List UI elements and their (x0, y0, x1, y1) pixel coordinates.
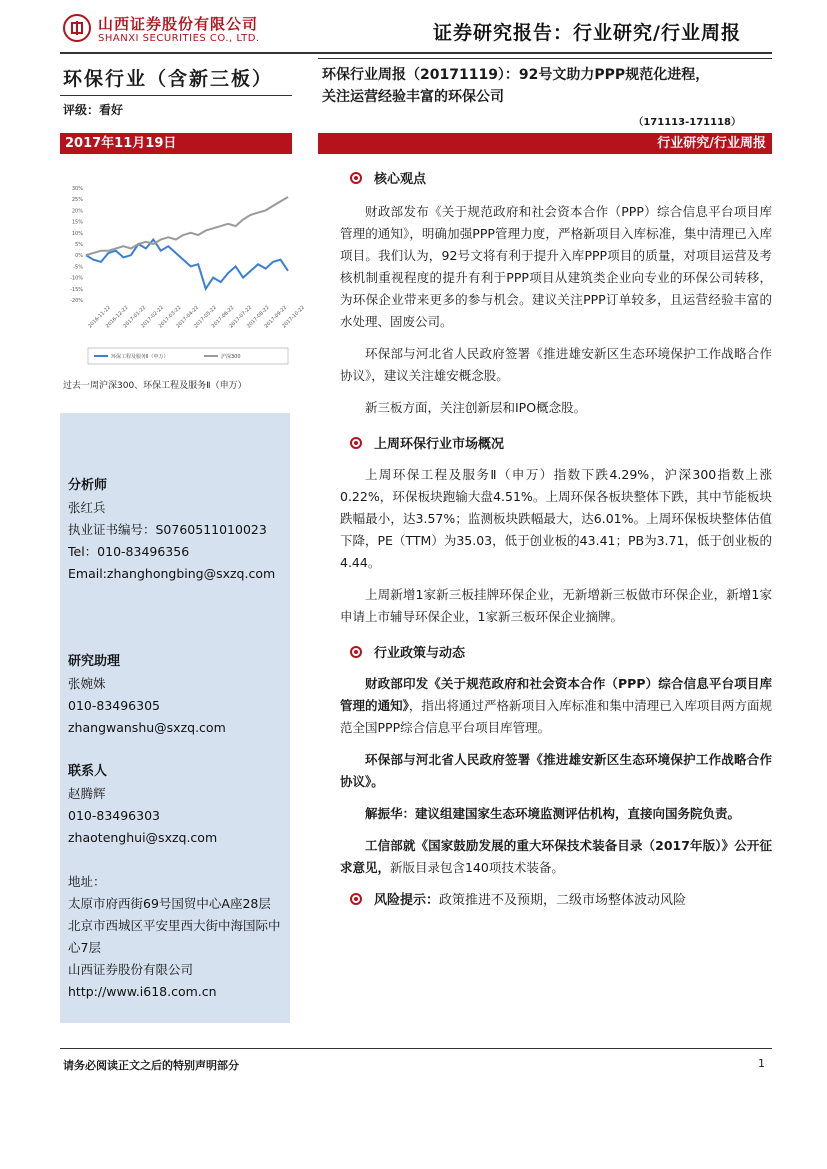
x-tick-label: 2016-12-22 (104, 304, 130, 330)
y-tick-label: 25% (71, 197, 83, 204)
contact-tel: 010-83496303 (68, 808, 160, 823)
page-number: 1 (758, 1057, 765, 1070)
footer-rule (60, 1048, 772, 1049)
y-tick-label: -5% (73, 264, 83, 271)
assistant-tel: 010-83496305 (68, 698, 160, 713)
policy-paragraph-4 (340, 835, 772, 879)
x-tick-label: 2017-02-22 (140, 304, 165, 330)
risk-heading (350, 889, 770, 908)
analyst-cert: 执业证书编号：S0760511010023 (68, 522, 267, 537)
y-tick-label: -10% (70, 275, 83, 282)
x-tick-label: 2017-08-22 (245, 304, 271, 330)
policy-title: 行业政策与动态 (374, 646, 466, 661)
risk-text: 政策推进不及预期，二级市场整体波动风险 (439, 893, 687, 908)
address-taiyuan: 太原市府西街69号国贸中心A座28层 (68, 896, 271, 911)
y-tick-label: 5% (75, 242, 83, 248)
policy-1-rest: ，指出将通过严格新项目入库标准和集中清理已入库项目两方面规范全国PPP综合信息平台项目库管理。 (340, 698, 772, 735)
x-tick-label: 2017-07-22 (228, 304, 254, 330)
y-tick-label: 20% (71, 208, 83, 215)
header-rule (60, 52, 772, 54)
title-rule (318, 58, 772, 59)
address-beijing: 北京市西城区平安里西大街中海国际中心7层 (68, 918, 281, 955)
report-title-line2: 关注运营经验丰富的环保公司 (322, 89, 504, 105)
policy-1-bold: 财政部印发《关于规范政府和社会资本合作（PPP）综合信息平台项目库管理的通知》 (340, 676, 772, 713)
analyst-heading: 分析师 (68, 478, 108, 493)
report-title-line1: 环保行业周报（20171119）：92号文助力PPP规范化进程， (322, 67, 710, 83)
assistant-name: 张婉姝 (68, 676, 106, 691)
contact-email[interactable]: zhaotenghui@sxzq.com (68, 830, 218, 845)
series-line-1 (86, 240, 288, 289)
sector-rule (60, 95, 292, 96)
y-tick-label: -20% (70, 298, 83, 304)
legend-label: 沪深300 (221, 354, 241, 360)
contact-sidebar (60, 413, 290, 1023)
bullet-icon (350, 437, 362, 449)
core-paragraph-1: 财政部发布《关于规范政府和社会资本合作（PPP）综合信息平台项目库管理的通知》，明确加强PPP管理力度，严格新项目入库标准，集中清理已入库项目。我们认为，92号文将有利于提升入库PPP项目的质量，对项目运营及考核机制重视程度的提升有利于PPP项目从建筑类企业向专业的环保公司转移，为环保企业带来更多的参与机会。建议关注PPP订单较多，且运营经验丰富的水处理、固废公司。 (340, 204, 772, 329)
x-tick-label: 2017-10-22 (281, 304, 306, 330)
disclaimer: 请务必阅读正文之后的特别声明部分 (63, 1059, 239, 1072)
y-tick-label: 30% (71, 186, 83, 192)
assistant-email[interactable]: zhangwanshu@sxzq.com (68, 720, 226, 735)
address-label: 地址： (68, 874, 106, 889)
x-tick-label: 2017-01-22 (122, 304, 148, 330)
chart-caption: 过去一周沪深300、环保工程及服务Ⅱ（申万） (63, 381, 247, 391)
date-band (60, 133, 292, 154)
market-paragraph-1: 上周环保工程及服务Ⅱ（申万）指数下跌4.29%，沪深300指数上涨0.22%，环保板块跑输大盘4.51%。上周环保各板块整体下跌，其中节能板块跌幅最小，达3.57%；监测板块跌幅最大，达6.01%。上周环保板块整体估值下降，PE（TTM）为35.03，低于创业板的43.41；PB为3.71，低于创业板的4.44。 (340, 467, 772, 570)
company-name: 山西证券股份有限公司 (68, 962, 194, 977)
x-tick-label: 2017-09-22 (263, 304, 289, 330)
assistant-heading: 研究助理 (68, 654, 121, 669)
report-type: 证券研究报告：行业研究/行业周报 (433, 22, 741, 44)
contact-name: 赵腾辉 (68, 786, 106, 801)
policy-4-bold: 工信部就《国家鼓励发展的重大环保技术装备目录（2017年版）》公开征求意见， (340, 838, 772, 875)
bullet-icon (350, 893, 362, 905)
company-name-cn: 山西证券股份有限公司 (98, 15, 259, 33)
policy-4-rest: 新版目录包含140项技术装备。 (390, 860, 564, 875)
x-tick-label: 2017-06-22 (210, 304, 236, 330)
x-tick-label: 2017-03-22 (157, 304, 183, 330)
y-tick-label: -15% (70, 286, 83, 293)
y-tick-label: 10% (71, 230, 83, 237)
report-title (322, 64, 762, 108)
core-view-heading (350, 168, 770, 187)
policy-paragraph-1 (340, 673, 772, 739)
series-line-2 (86, 197, 288, 255)
bullet-icon (350, 172, 362, 184)
core-view-title: 核心观点 (374, 172, 427, 187)
report-date: 2017年11月19日 (65, 136, 177, 151)
company-logo-icon (63, 14, 91, 42)
main-content (340, 168, 772, 908)
legend-label: 环保工程及服务Ⅱ（申万） (111, 354, 169, 360)
y-tick-label: 15% (71, 219, 83, 226)
y-tick-label: 0% (75, 253, 83, 260)
market-heading (350, 433, 770, 452)
sector-title: 环保行业（含新三板） (63, 68, 274, 90)
category-band (318, 133, 772, 154)
risk-line (374, 889, 686, 908)
performance-chart (60, 180, 306, 375)
market-title: 上周环保行业市场概况 (374, 437, 505, 452)
bullet-icon (350, 646, 362, 658)
x-tick-label: 2016-11-22 (87, 304, 112, 330)
policy-heading (350, 642, 770, 661)
category-label: 行业研究/行业周报 (657, 136, 766, 151)
rating: 评级：看好 (63, 103, 124, 117)
company-name-en: SHANXI SECURITIES CO., LTD. (98, 33, 260, 44)
core-paragraph-3: 新三板方面，关注创新层和IPO概念股。 (365, 400, 587, 415)
analyst-tel: Tel：010-83496356 (68, 544, 190, 559)
policy-paragraph-3: 解振华：建议组建国家生态环境监测评估机构，直接向国务院负责。 (365, 806, 741, 821)
risk-label: 风险提示： (374, 893, 440, 908)
market-paragraph-2: 上周新增1家新三板挂牌环保企业，无新增新三板做市环保企业，新增1家申请上市辅导环保企业，1家新三板环保企业摘牌。 (340, 587, 772, 624)
policy-paragraph-2: 环保部与河北省人民政府签署《推进雄安新区生态环境保护工作战略合作协议》。 (340, 752, 772, 789)
core-paragraph-2: 环保部与河北省人民政府签署《推进雄安新区生态环境保护工作战略合作协议》，建议关注雄安概念股。 (340, 346, 772, 383)
analyst-name: 张红兵 (68, 500, 106, 515)
x-tick-label: 2017-04-22 (175, 304, 201, 330)
website-link[interactable]: http://www.i618.com.cn (68, 984, 217, 999)
contact-heading: 联系人 (68, 764, 108, 779)
x-tick-label: 2017-05-22 (192, 304, 218, 330)
analyst-email[interactable]: Email:zhanghongbing@sxzq.com (68, 566, 276, 581)
report-period: （171113-171118） (633, 117, 741, 128)
